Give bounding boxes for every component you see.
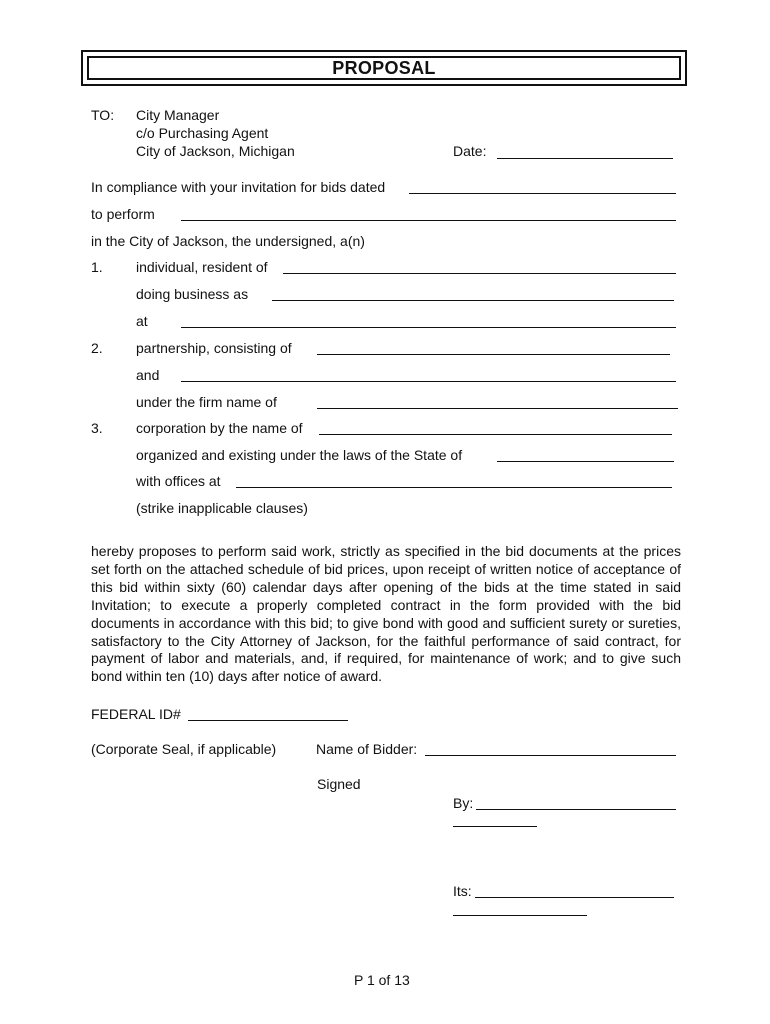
partnership-label: partnership, consisting of xyxy=(136,340,292,356)
signed-label: Signed xyxy=(317,776,361,792)
compliance-label: In compliance with your invitation for bids dated xyxy=(91,179,386,195)
option-2-number: 2. xyxy=(91,340,103,356)
doing-business-as-field[interactable] xyxy=(272,300,674,301)
and-label: and xyxy=(136,367,160,383)
title-inner-frame xyxy=(87,56,681,80)
its-title-continuation[interactable] xyxy=(453,915,587,916)
individual-resident-label: individual, resident of xyxy=(136,259,268,275)
state-laws-label: organized and existing under the laws of the State of xyxy=(136,447,463,463)
name-of-bidder-field[interactable] xyxy=(425,755,676,756)
addressee-line-3: City of Jackson, Michigan xyxy=(136,143,295,159)
bids-dated-field[interactable] xyxy=(409,193,676,194)
its-label: Its: xyxy=(453,883,472,899)
title-box xyxy=(81,50,687,86)
partnership-field[interactable] xyxy=(317,354,670,355)
proposal-body-paragraph: hereby proposes to perform said work, strictly as specified in the bid documents at the prices set forth on the attached schedule of bid prices, upon receipt of written notice of acceptance of this bid within sixty (60) calendar days after opening of the bids at the time stated in said Invitation; to execute a properly completed contract in the form provided with the bid documents in accordance with this bid; to give bond with good and sufficient surety or sureties, satisfactory to the City Attorney of Jackson, for the faithful performance of said contract, for payment of labor and materials, and, if required, for maintenance of work; and to give such bond within ten (10) days after notice of award. xyxy=(91,543,681,685)
date-label: Date: xyxy=(453,143,487,159)
at-label: at xyxy=(136,313,148,329)
firm-name-label: under the firm name of xyxy=(136,394,277,410)
by-signature-field[interactable] xyxy=(476,809,676,810)
at-address-field[interactable] xyxy=(181,327,676,328)
state-field[interactable] xyxy=(497,461,674,462)
addressee-line-2: c/o Purchasing Agent xyxy=(136,125,269,141)
federal-id-field[interactable] xyxy=(188,720,348,721)
to-perform-label: to perform xyxy=(91,206,155,222)
offices-field[interactable] xyxy=(236,487,672,488)
corporation-name-field[interactable] xyxy=(319,434,672,435)
to-perform-field[interactable] xyxy=(181,220,676,221)
by-label: By: xyxy=(453,795,474,811)
undersigned-label: in the City of Jackson, the undersigned, a(n) xyxy=(91,233,365,249)
option-1-number: 1. xyxy=(91,259,103,275)
offices-label: with offices at xyxy=(136,473,221,489)
date-field[interactable] xyxy=(497,158,673,159)
name-of-bidder-label: Name of Bidder: xyxy=(316,741,418,757)
by-signature-continuation[interactable] xyxy=(453,826,537,827)
to-label: TO: xyxy=(91,107,115,123)
corporate-seal-label: (Corporate Seal, if applicable) xyxy=(91,741,277,757)
resident-of-field[interactable] xyxy=(283,273,676,274)
doing-business-as-label: doing business as xyxy=(136,286,249,302)
page-title: PROPOSAL xyxy=(332,57,436,78)
federal-id-label: FEDERAL ID# xyxy=(91,706,181,722)
partner-and-field[interactable] xyxy=(181,381,676,382)
firm-name-field[interactable] xyxy=(317,408,678,409)
corporation-label: corporation by the name of xyxy=(136,420,303,436)
addressee-line-1: City Manager xyxy=(136,107,220,123)
its-title-field[interactable] xyxy=(475,897,674,898)
option-3-number: 3. xyxy=(91,420,103,436)
page-number: P 1 of 13 xyxy=(354,972,410,988)
strike-note: (strike inapplicable clauses) xyxy=(136,500,308,516)
